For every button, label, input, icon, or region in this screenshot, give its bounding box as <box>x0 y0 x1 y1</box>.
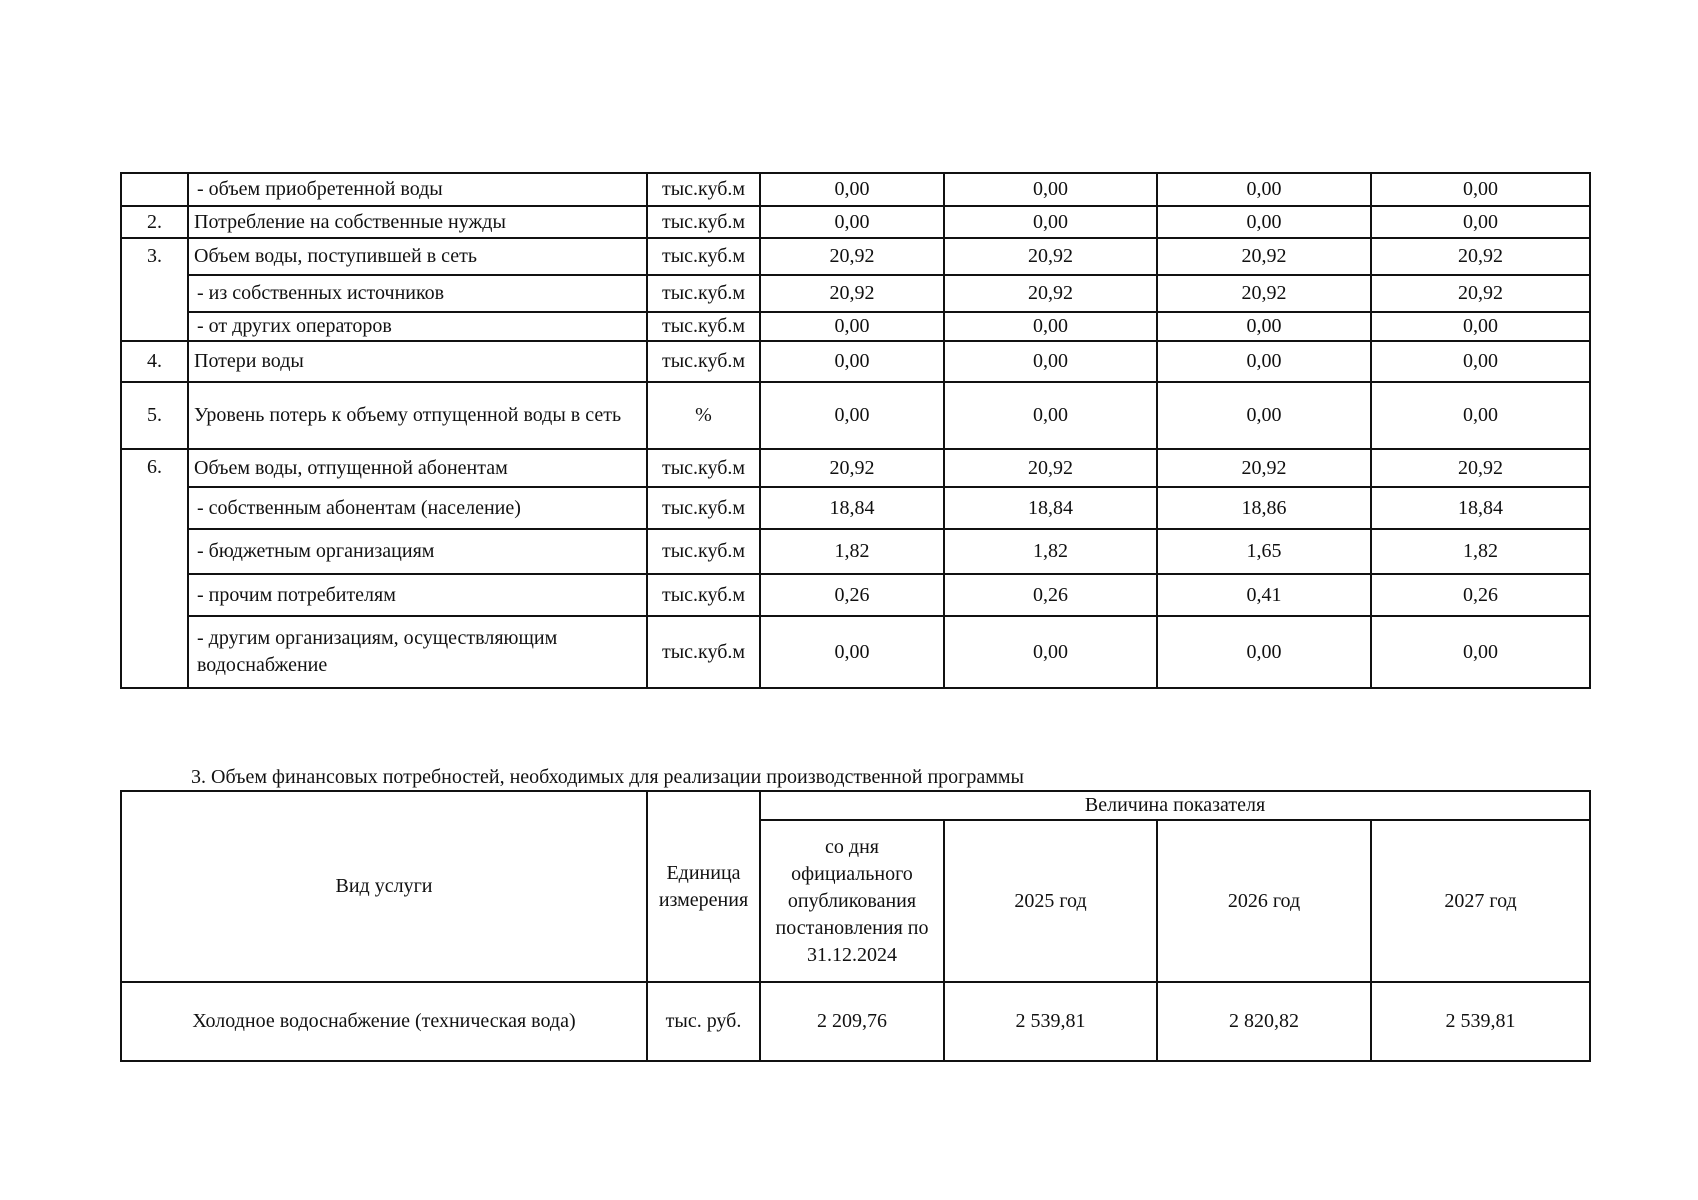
table-row <box>121 206 1590 238</box>
table-row <box>121 574 1590 616</box>
row-label: - прочим потребителям <box>188 574 647 616</box>
cell-value: 0,00 <box>1371 206 1590 238</box>
table-row <box>121 529 1590 574</box>
cell-value: 20,92 <box>760 449 944 487</box>
row-label: - объем приобретенной воды <box>188 173 647 206</box>
cell-value: 0,00 <box>944 341 1157 382</box>
row-num: 4. <box>121 341 188 382</box>
cell-value: 0,00 <box>1371 382 1590 449</box>
row-label: Потери воды <box>188 341 647 382</box>
cell-value: 0,41 <box>1157 574 1371 616</box>
cell-value: 0,00 <box>760 382 944 449</box>
row-service: Холодное водоснабжение (техническая вода) <box>121 982 647 1061</box>
cell-value: 20,92 <box>944 275 1157 312</box>
row-label: Объем воды, поступившей в сеть <box>188 238 647 275</box>
cell-value: 1,82 <box>760 529 944 574</box>
cell-value: 0,00 <box>1371 616 1590 688</box>
cell-value: 1,82 <box>1371 529 1590 574</box>
cell-value: 2 209,76 <box>760 982 944 1061</box>
row-label: - из собственных источников <box>188 275 647 312</box>
row-num: 6. <box>121 449 188 688</box>
row-num: 2. <box>121 206 188 238</box>
cell-value: 0,00 <box>944 173 1157 206</box>
cell-value: 18,84 <box>1371 487 1590 529</box>
cell-value: 2 539,81 <box>944 982 1157 1061</box>
row-label: Уровень потерь к объему отпущенной воды в сеть <box>188 382 647 449</box>
row-num: 3. <box>121 238 188 341</box>
table-row <box>121 312 1590 341</box>
cell-value: 18,84 <box>944 487 1157 529</box>
table-row <box>121 982 1590 1061</box>
row-label: - другим организациям, осуществляющим водоснабжение <box>188 616 647 688</box>
cell-value: 20,92 <box>1371 238 1590 275</box>
row-unit: тыс.куб.м <box>647 529 760 574</box>
cell-value: 0,00 <box>760 616 944 688</box>
cell-value: 0,26 <box>944 574 1157 616</box>
row-num: 5. <box>121 382 188 449</box>
cell-value: 0,00 <box>944 206 1157 238</box>
row-unit: тыс.куб.м <box>647 173 760 206</box>
cell-value: 0,00 <box>944 382 1157 449</box>
cell-value: 20,92 <box>1157 275 1371 312</box>
cell-value: 0,00 <box>944 312 1157 341</box>
cell-value: 0,00 <box>760 312 944 341</box>
row-num <box>121 173 188 206</box>
cell-value: 0,00 <box>1157 382 1371 449</box>
row-unit: тыс.куб.м <box>647 341 760 382</box>
cell-value: 0,00 <box>1157 206 1371 238</box>
cell-value: 20,92 <box>1157 449 1371 487</box>
table-row <box>121 449 1590 487</box>
cell-value: 0,00 <box>1157 173 1371 206</box>
section-caption: 3. Объем финансовых потребностей, необходимых для реализации производственной программы <box>191 766 1024 788</box>
cell-value: 1,65 <box>1157 529 1371 574</box>
header-group: Величина показателя <box>760 791 1590 820</box>
table-row <box>121 173 1590 206</box>
cell-value: 20,92 <box>1371 275 1590 312</box>
cell-value: 2 539,81 <box>1371 982 1590 1061</box>
row-label: Объем воды, отпущенной абонентам <box>188 449 647 487</box>
cell-value: 0,00 <box>760 341 944 382</box>
cell-value: 1,82 <box>944 529 1157 574</box>
row-unit: тыс.куб.м <box>647 238 760 275</box>
cell-value: 20,92 <box>760 275 944 312</box>
cell-value: 0,00 <box>1157 341 1371 382</box>
row-label: - собственным абонентам (население) <box>188 487 647 529</box>
cell-value: 20,92 <box>1371 449 1590 487</box>
row-label: Потребление на собственные нужды <box>188 206 647 238</box>
row-unit: тыс. руб. <box>647 982 760 1061</box>
cell-value: 0,00 <box>1371 341 1590 382</box>
header-row <box>121 791 1590 820</box>
row-unit: тыс.куб.м <box>647 275 760 312</box>
cell-value: 0,00 <box>1157 312 1371 341</box>
row-unit: тыс.куб.м <box>647 206 760 238</box>
cell-value: 20,92 <box>944 238 1157 275</box>
cell-value: 0,00 <box>1371 312 1590 341</box>
table-row <box>121 238 1590 275</box>
header-service: Вид услуги <box>121 791 647 982</box>
cell-value: 0,00 <box>1371 173 1590 206</box>
water-balance-table <box>120 172 1591 689</box>
table-row <box>121 487 1590 529</box>
row-unit: % <box>647 382 760 449</box>
row-label: - бюджетным организациям <box>188 529 647 574</box>
row-label: - от других операторов <box>188 312 647 341</box>
cell-value: 0,00 <box>760 206 944 238</box>
header-unit: Единица измерения <box>647 791 760 982</box>
cell-value: 20,92 <box>1157 238 1371 275</box>
row-unit: тыс.куб.м <box>647 616 760 688</box>
cell-value: 0,00 <box>1157 616 1371 688</box>
cell-value: 20,92 <box>760 238 944 275</box>
cell-value: 18,86 <box>1157 487 1371 529</box>
financial-needs-table <box>120 790 1591 1062</box>
header-year: 2025 год <box>944 820 1157 982</box>
header-period: со дня официального опубликования постановления по 31.12.2024 <box>760 820 944 982</box>
header-year: 2027 год <box>1371 820 1590 982</box>
cell-value: 0,00 <box>944 616 1157 688</box>
row-unit: тыс.куб.м <box>647 312 760 341</box>
cell-value: 18,84 <box>760 487 944 529</box>
row-unit: тыс.куб.м <box>647 449 760 487</box>
table-row <box>121 616 1590 688</box>
cell-value: 0,26 <box>760 574 944 616</box>
cell-value: 2 820,82 <box>1157 982 1371 1061</box>
cell-value: 0,26 <box>1371 574 1590 616</box>
cell-value: 20,92 <box>944 449 1157 487</box>
table-row <box>121 275 1590 312</box>
row-unit: тыс.куб.м <box>647 574 760 616</box>
row-unit: тыс.куб.м <box>647 487 760 529</box>
cell-value: 0,00 <box>760 173 944 206</box>
table-row <box>121 382 1590 449</box>
table-row <box>121 341 1590 382</box>
header-year: 2026 год <box>1157 820 1371 982</box>
